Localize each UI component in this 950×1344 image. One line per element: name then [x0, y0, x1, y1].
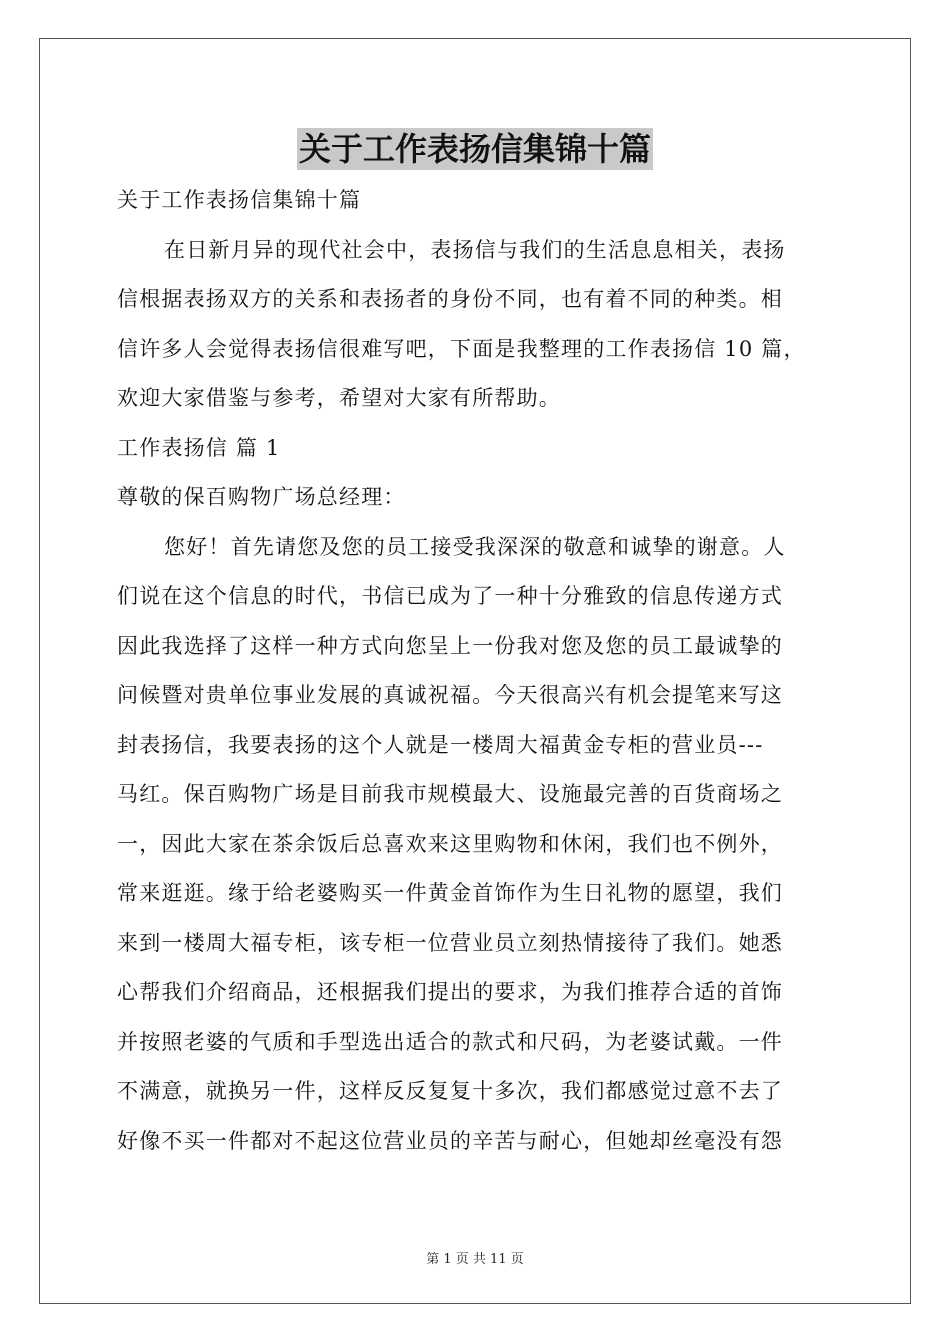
page-footer: 第 1 页 共 11 页	[426, 1252, 524, 1267]
text-line: 好像不买一件都对不起这位营业员的辛苦与耐心，但她却丝毫没有怨	[117, 1128, 783, 1153]
text-line: 欢迎大家借鉴与参考，希望对大家有所帮助。	[117, 386, 561, 410]
title-wrap	[0, 128, 950, 170]
text-line: 问候暨对贵单位事业发展的真诚祝福。今天很高兴有机会提笔来写这	[117, 683, 783, 707]
text-line: 常来逛逛。缘于给老婆购买一件黄金首饰作为生日礼物的愿望，我们	[117, 881, 783, 905]
text-line: 来到一楼周大福专柜，该专柜一位营业员立刻热情接待了我们。她悉	[117, 930, 783, 955]
text-line: 工作表扬信 篇 1	[117, 435, 281, 460]
document-body	[117, 176, 837, 1166]
text-line: 马红。保百购物广场是目前我市规模最大、设施最完善的百货商场之	[117, 782, 783, 806]
document-title: 关于工作表扬信集锦十篇	[298, 130, 651, 168]
text-line: 尊敬的保百购物广场总经理：	[117, 485, 406, 509]
text-line: 关于工作表扬信集锦十篇	[117, 188, 362, 212]
text-line: 不满意，就换另一件，这样反反复复十多次，我们都感觉过意不去了	[117, 1079, 783, 1103]
text-line: 信许多人会觉得表扬信很难写吧，下面是我整理的工作表扬信 10 篇，	[117, 336, 806, 361]
text-line: 因此我选择了这样一种方式向您呈上一份我对您及您的员工最诚挚的	[117, 633, 783, 658]
text-line: 信根据表扬双方的关系和表扬者的身份不同，也有着不同的种类。相	[117, 287, 783, 311]
text-line: 封表扬信，我要表扬的这个人就是一楼周大福黄金专柜的营业员---	[117, 732, 764, 757]
text-line: 心帮我们介绍商品，还根据我们提出的要求，为我们推荐合适的首饰	[117, 980, 783, 1004]
text-line: 一，因此大家在茶余饭后总喜欢来这里购物和休闲，我们也不例外，	[117, 831, 783, 856]
text-line: 们说在这个信息的时代，书信已成为了一种十分雅致的信息传递方式	[117, 584, 783, 608]
text-line: 并按照老婆的气质和手型选出适合的款式和尺码，为老婆试戴。一件	[117, 1029, 783, 1054]
text-line: 在日新月异的现代社会中，表扬信与我们的生活息息相关，表扬	[164, 237, 786, 262]
text-line: 您好！首先请您及您的员工接受我深深的敬意和诚挚的谢意。人	[164, 534, 786, 559]
